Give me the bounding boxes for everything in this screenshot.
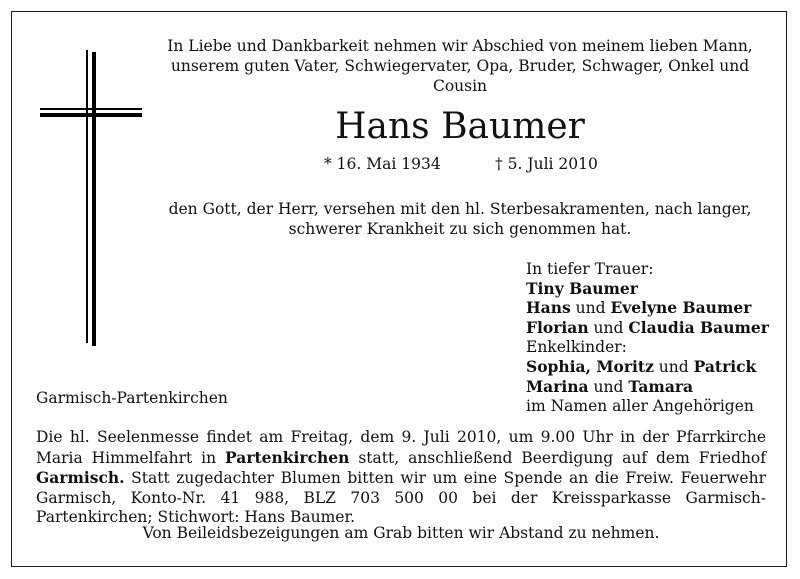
cross-vertical-thick (92, 52, 96, 346)
birth-date: * 16. Mai 1934 (324, 155, 441, 173)
service-line: Die hl. Seelenmesse findet am Freitag, dem 9. Juli 2010, um 9.00 Uhr in der Pfarrkirche (36, 428, 766, 446)
service-line (36, 468, 766, 489)
service-location: Partenkirchen (225, 447, 350, 467)
mourners-list (526, 260, 769, 416)
grandchildren-label: Enkelkinder: (526, 338, 627, 356)
mourner-name: Florian (526, 318, 589, 337)
cemetery-location: Garmisch. (36, 468, 125, 487)
service-text: Maria Himmelfahrt in (36, 448, 226, 467)
cross-horizontal-thin (40, 108, 142, 110)
intro-line: In Liebe und Dankbarkeit nehmen wir Abschied von meinem lieben Mann, (167, 37, 753, 55)
grandchildren-line (526, 357, 769, 377)
mourner-name: Hans (526, 298, 571, 317)
intro-text (150, 36, 770, 96)
conjunction: und (570, 299, 611, 317)
grandchild-name: Sophia, Moritz (526, 357, 654, 376)
grandchild-name: Marina (526, 377, 589, 396)
intro-line: unserem guten Vater, Schwiegervater, Opa, Bruder, Schwager, Onkel und (170, 57, 750, 75)
mourners-others: im Namen aller Angehörigen (526, 397, 754, 415)
conjunction: und (588, 319, 629, 337)
passing-line: den Gott, der Herr, versehen mit den hl. Sterbesakramenten, nach langer, (168, 200, 752, 218)
mourners-heading: In tiefer Trauer: (526, 260, 654, 278)
conjunction: und (653, 358, 694, 376)
grandchild-name: Tamara (628, 377, 694, 396)
service-text: Statt zugedachter Blumen bitten wir um eine Spende an die Freiw. Feuerwehr (124, 469, 766, 487)
mourner-family-line (526, 318, 769, 338)
mourner-name: Claudia Baumer (628, 318, 769, 337)
cross-vertical-thin (86, 50, 88, 343)
passing-text (150, 199, 770, 239)
closing-note: Von Beileidsbezeigungen am Grab bitten wir Abstand zu nehmen. (142, 524, 660, 542)
intro-line: Cousin (432, 77, 488, 95)
deceased-name: Hans Baumer (335, 106, 585, 147)
place-name: Garmisch-Partenkirchen (36, 389, 228, 407)
grandchild-name: Patrick (693, 357, 757, 376)
service-line: Garmisch, Konto-Nr. 41 988, BLZ 703 500 00 bei der Kreissparkasse Garmisch- (36, 488, 766, 507)
mourner-wife: Tiny Baumer (526, 279, 638, 298)
cross-horizontal-thick (40, 113, 142, 117)
mourner-name: Evelyne Baumer (610, 298, 752, 317)
conjunction: und (588, 378, 629, 396)
grandchildren-line (526, 377, 769, 397)
service-line (36, 448, 766, 469)
passing-line: schwerer Krankheit zu sich genommen hat. (288, 220, 632, 238)
service-line: Partenkirchen; Stichwort: Hans Baumer. (36, 508, 356, 526)
service-info (36, 428, 766, 528)
service-text: statt, anschließend Beerdigung auf dem Friedhof (349, 448, 766, 467)
mourner-family-line (526, 298, 769, 318)
death-date: † 5. Juli 2010 (495, 155, 598, 173)
